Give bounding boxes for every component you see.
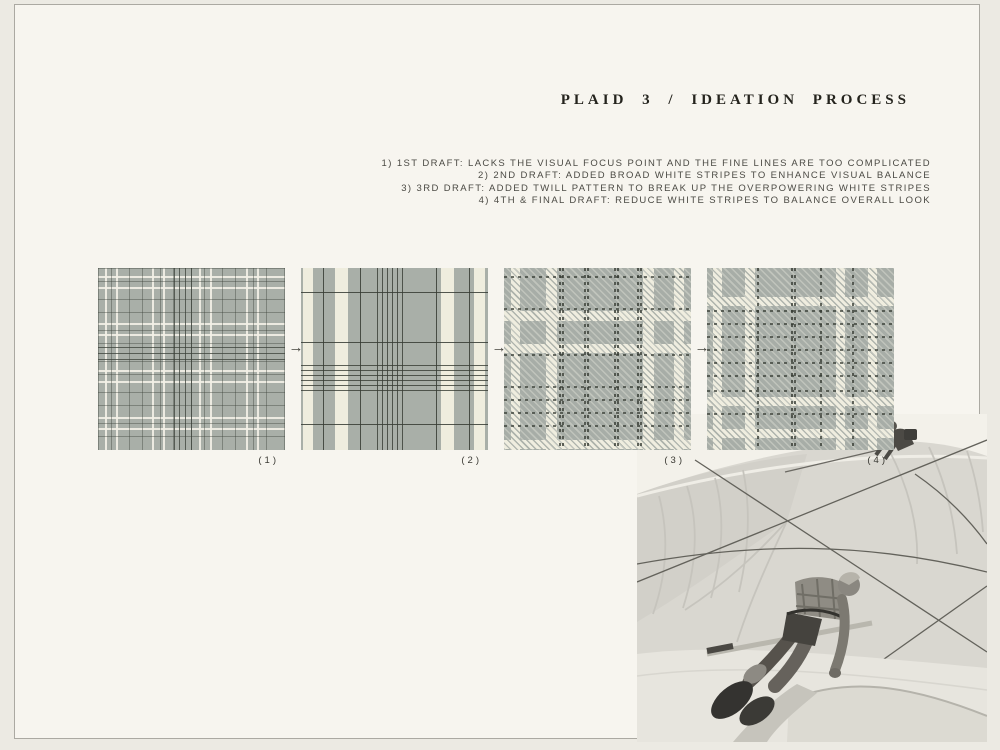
page-title: PLAID 3 / IDEATION PROCESS bbox=[560, 92, 910, 108]
draft-notes bbox=[382, 158, 931, 208]
swatch-label-2: (2) bbox=[461, 455, 482, 466]
swatch-label-1: (1) bbox=[258, 455, 279, 466]
swatch-draft-3 bbox=[504, 268, 691, 450]
swatch-label-3: (3) bbox=[664, 455, 685, 466]
swatch-label-4: (4) bbox=[867, 455, 888, 466]
arrow-right-icon: → bbox=[491, 339, 507, 356]
note-line-2: 2) 2ND DRAFT: ADDED BROAD WHITE STRIPES TO ENHANCE VISUAL BALANCE bbox=[478, 170, 931, 182]
swatch-draft-1 bbox=[98, 268, 285, 450]
arrow-right-icon: → bbox=[288, 339, 304, 356]
swatch-draft-2 bbox=[301, 268, 488, 450]
note-line-4: 4) 4TH & FINAL DRAFT: REDUCE WHITE STRIPES TO BALANCE OVERALL LOOK bbox=[478, 195, 931, 207]
swatch-draft-4 bbox=[707, 268, 894, 450]
arrow-right-icon: → bbox=[694, 339, 710, 356]
photo-foreground-fabric bbox=[637, 650, 987, 742]
note-line-3: 3) 3RD DRAFT: ADDED TWILL PATTERN TO BREAK UP THE OVERPOWERING WHITE STRIPES bbox=[401, 182, 931, 194]
note-line-1: 1) 1ST DRAFT: LACKS THE VISUAL FOCUS POINT AND THE FINE LINES ARE TOO COMPLICATED bbox=[381, 158, 931, 169]
